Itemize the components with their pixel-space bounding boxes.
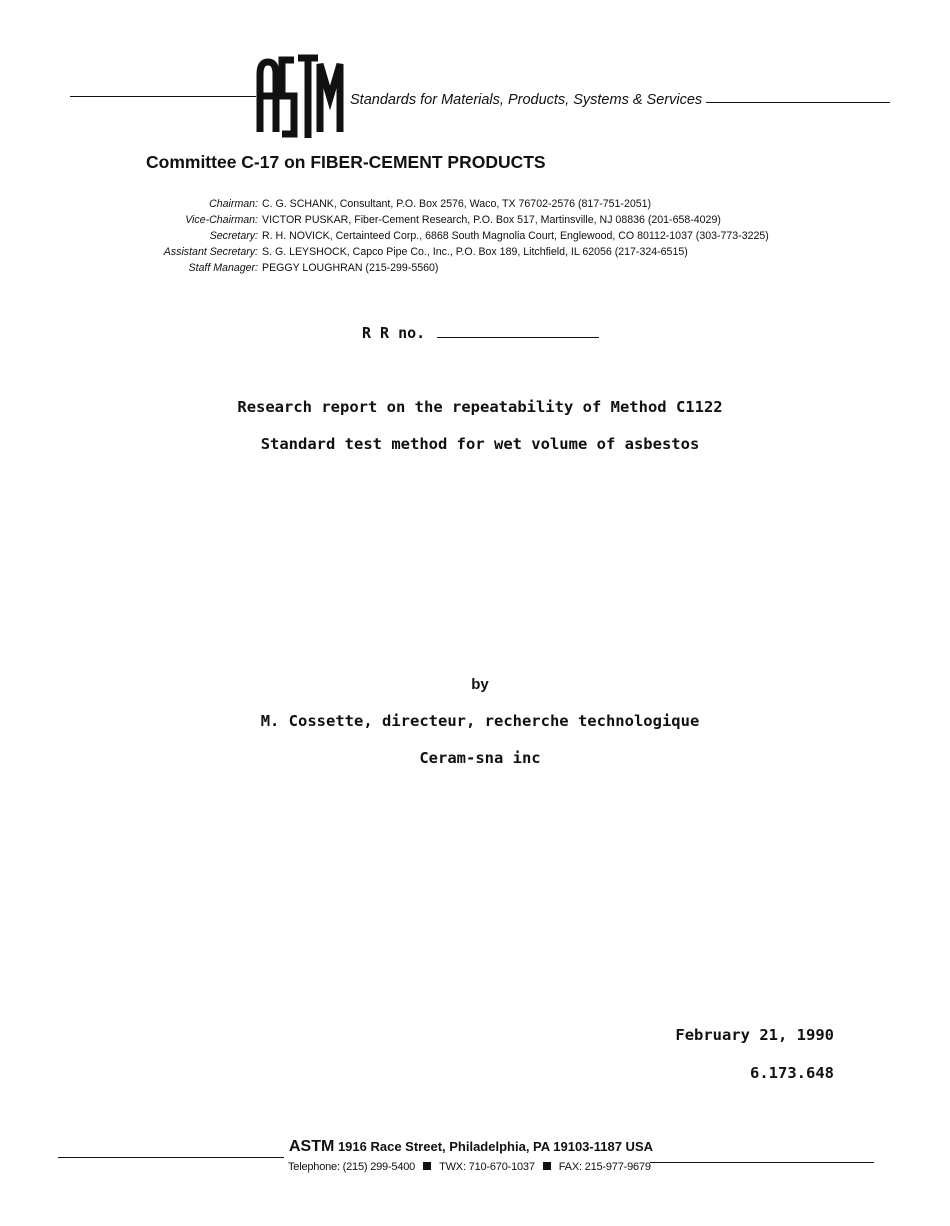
footer-address — [289, 1138, 653, 1156]
officer-row — [146, 244, 846, 260]
officer-row — [146, 212, 846, 228]
footer-rule-right — [650, 1162, 874, 1163]
officer-role: Secretary: — [209, 230, 258, 242]
footer-rule-left — [58, 1157, 284, 1158]
rr-blank-line — [437, 325, 599, 338]
rr-label: R R no. — [362, 324, 426, 342]
header-rule-right — [706, 102, 890, 103]
organization-line: Ceram-sna inc — [419, 749, 541, 767]
document-number: 6.173.648 — [750, 1064, 834, 1082]
author-line: M. Cossette, directeur, recherche technologique — [260, 712, 700, 730]
officer-details: C. G. SCHANK, Consultant, P.O. Box 2576, Waco, TX 76702-2576 (817-751-2051) — [262, 198, 652, 210]
footer-street-address: 1916 Race Street, Philadelphia, PA 19103-1187 USA — [337, 1139, 654, 1154]
rr-number-field — [362, 324, 599, 342]
header-rule-left — [70, 96, 256, 97]
officer-role: Vice-Chairman: — [185, 214, 258, 226]
officers-list — [146, 196, 846, 276]
officer-row — [146, 196, 846, 212]
officer-details: R. H. NOVICK, Certainteed Corp., 6868 South Magnolia Court, Englewood, CO 80112-1037 (303-773-3225) — [262, 230, 769, 242]
committee-title: Committee C-17 on FIBER-CEMENT PRODUCTS — [146, 152, 546, 172]
footer-twx: TWX: 710-670-1037 — [439, 1161, 535, 1173]
footer-telephone: Telephone: (215) 299-5400 — [288, 1161, 416, 1173]
officer-details: S. G. LEYSHOCK, Capco Pipe Co., Inc., P.O. Box 189, Litchfield, IL 62056 (217-324-6515) — [262, 246, 688, 258]
bullet-square-icon — [423, 1162, 431, 1170]
footer-contact — [288, 1161, 651, 1173]
report-title-line-2: Standard test method for wet volume of asbestos — [260, 435, 700, 453]
astm-logo — [256, 52, 346, 142]
officer-row — [146, 260, 846, 276]
bullet-square-icon — [543, 1162, 551, 1170]
report-date: February 21, 1990 — [675, 1026, 834, 1044]
officer-role: Assistant Secretary: — [163, 246, 258, 258]
officer-row — [146, 228, 846, 244]
officer-role: Staff Manager: — [188, 262, 258, 274]
footer-fax: FAX: 215-977-9679 — [558, 1161, 651, 1173]
footer-astm: ASTM — [289, 1138, 335, 1155]
officer-details: VICTOR PUSKAR, Fiber-Cement Research, P.O. Box 517, Martinsville, NJ 08836 (201-658-4029) — [262, 214, 721, 226]
officer-role: Chairman: — [209, 198, 258, 210]
officer-details: PEGGY LOUGHRAN (215-299-5560) — [262, 262, 439, 274]
report-title-line-1: Research report on the repeatability of Method C1122 — [237, 398, 723, 416]
tagline: Standards for Materials, Products, Systems & Services — [350, 92, 703, 108]
by-label: by — [471, 676, 489, 693]
